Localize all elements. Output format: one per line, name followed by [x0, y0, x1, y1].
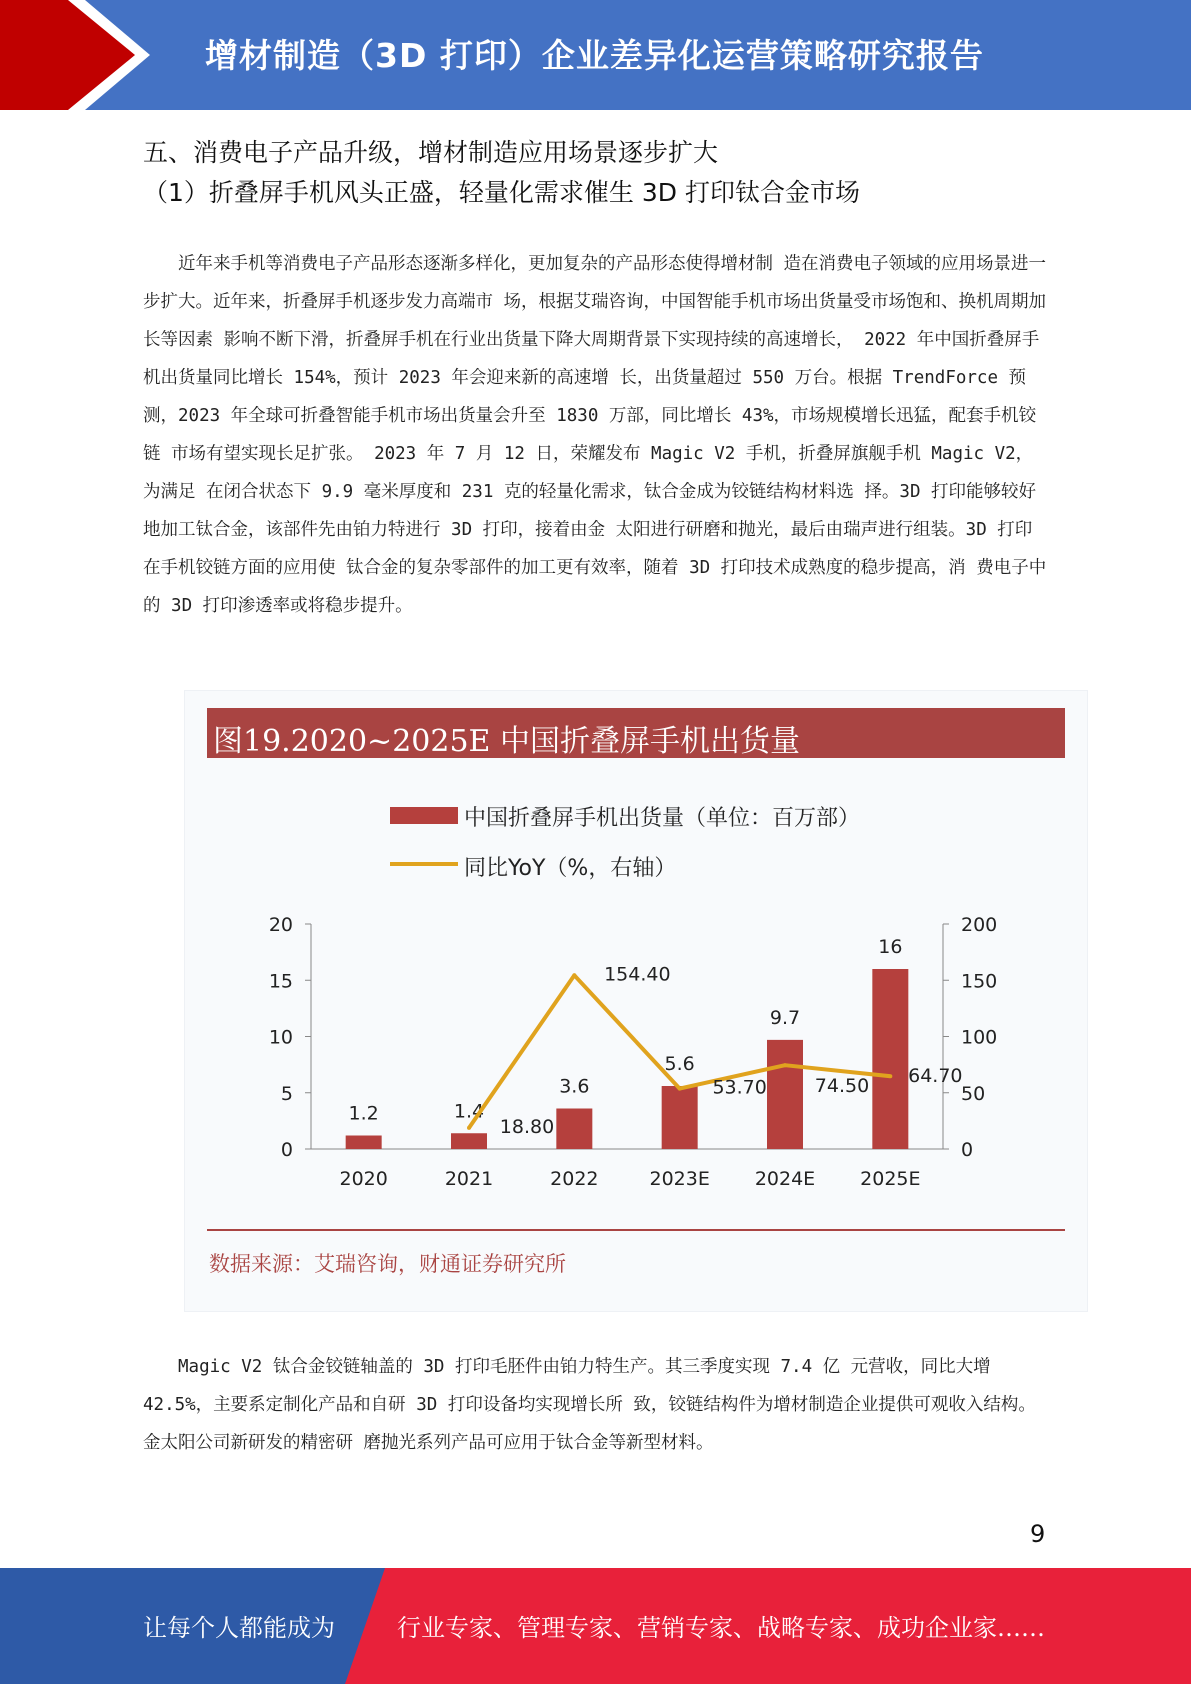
- figure-19: [184, 690, 1088, 1312]
- bar-2023E: [662, 1086, 698, 1149]
- yoy-point: [467, 1126, 471, 1130]
- y-tick-label-left: 10: [268, 1026, 293, 1049]
- yoy-value-label: 74.50: [814, 1075, 870, 1098]
- y-tick-label-right: 150: [961, 970, 998, 993]
- figure-title: 图19.2020~2025E 中国折叠屏手机出货量: [213, 724, 800, 759]
- yoy-point: [678, 1087, 682, 1091]
- yoy-point: [572, 973, 576, 977]
- section-heading: 五、消费电子产品升级，增材制造应用场景逐步扩大: [143, 138, 719, 167]
- yoy-point: [783, 1063, 787, 1067]
- page-number: 9: [1030, 1520, 1046, 1548]
- x-tick-label: 2023E: [649, 1168, 710, 1190]
- x-tick-label: 2025E: [860, 1168, 921, 1190]
- body-paragraph-2: Magic V2 钛合金铰链轴盖的 3D 打印毛胚件由铂力特生产。其三季度实现 7.4 亿 元营收，同比大增 42.5%，主要系定制化产品和自研 3D 打印设备均实现增长所 致，铰链结构件为增材制造企业提供可观收入结构。金太阳公司新研发的精密研 磨抛光系列产品可应用于钛合金等新型材料。: [143, 1357, 1036, 1453]
- y-tick-label-left: 0: [280, 1139, 293, 1161]
- bar-2020: [346, 1136, 382, 1150]
- bar-2024E: [767, 1040, 803, 1149]
- section-subheading: （1）折叠屏手机风头正盛，轻量化需求催生 3D 打印钛合金市场: [143, 178, 860, 207]
- y-tick-label-left: 5: [280, 1082, 293, 1105]
- bar-value-label: 16: [878, 936, 903, 958]
- figure-source: 数据来源：艾瑞咨询，财通证券研究所: [209, 1252, 566, 1276]
- bar-2021: [451, 1133, 487, 1149]
- x-tick-label: 2020: [339, 1168, 388, 1190]
- shipment-chart: [185, 691, 1087, 1221]
- x-tick-label: 2021: [444, 1168, 494, 1190]
- header-chevron-icon: [0, 0, 160, 110]
- bar-value-label: 1.2: [348, 1102, 379, 1125]
- bar-value-label: 9.7: [769, 1006, 801, 1029]
- header-band: [0, 0, 1191, 110]
- footer-slogan-right: 行业专家、管理专家、营销专家、战略专家、成功企业家……: [397, 1614, 1045, 1642]
- yoy-value-label: 53.70: [712, 1076, 767, 1099]
- figure-divider: [207, 1229, 1065, 1231]
- y-tick-label-right: 100: [961, 1026, 998, 1049]
- x-tick-label: 2024E: [754, 1168, 816, 1190]
- yoy-value-label: 18.80: [499, 1115, 555, 1138]
- footer-band: [0, 1568, 1191, 1684]
- legend-line-label: 同比YoY（%，右轴）: [464, 856, 677, 881]
- x-tick-label: 2022: [550, 1168, 599, 1190]
- body-paragraph-1: 近年来手机等消费电子产品形态逐渐多样化，更加复杂的产品形态使得增材制 造在消费电子领域的应用场景进一步扩大。近年来，折叠屏手机逐步发力高端市 场，根据艾瑞咨询，中国智能手机市场出货量受市场饱和、换机周期加长等因素 影响不断下滑，折叠屏手机在行业出货量下降大周期背景下实现持续的高速增长， 2022 年中国折叠屏手机出货量同比增长 154%，预计 2023 年会迎来新的高速增 长，出货量超过 550 万台。根据 TrendForce 预测，2023 年全球可折叠智能手机市场出货量会升至 1830 万部，同比增长 43%，市场规模增长迅猛，配套手机铰链 市场有望实现长足扩张。 2023 年 7 月 12 日，荣耀发布 Magic V2 手机，折叠屏旗舰手机 Magic V2，为满足 在闭合状态下 9.9 毫米厚度和 231 克的轻量化需求，钛合金成为铰链结构材料选 择。3D 打印能够较好地加工钛合金，该部件先由铂力特进行 3D 打印，接着由金 太阳进行研磨和抛光，最后由瑞声进行组装。3D 打印在手机铰链方面的应用使 钛合金的复杂零部件的加工更有效率，随着 3D 打印技术成熟度的稳步提高，消 费电子中的 3D 打印渗透率或将稳步提升。: [143, 254, 1047, 616]
- footer-slogan-left: 让每个人都能成为: [143, 1614, 335, 1642]
- yoy-value-label: 64.70: [908, 1065, 963, 1088]
- bar-value-label: 3.6: [559, 1075, 590, 1098]
- bar-2025E: [872, 969, 908, 1149]
- bar-value-label: 1.4: [453, 1100, 485, 1123]
- yoy-point: [888, 1074, 892, 1078]
- bar-2022: [556, 1109, 592, 1150]
- y-tick-label-right: 200: [961, 914, 998, 936]
- bar-value-label: 5.6: [664, 1053, 695, 1075]
- y-tick-label-left: 15: [268, 970, 293, 993]
- y-tick-label-right: 50: [961, 1082, 986, 1105]
- y-tick-label-right: 0: [961, 1139, 974, 1161]
- yoy-value-label: 154.40: [604, 963, 671, 986]
- legend-bar-label: 中国折叠屏手机出货量（单位：百万部）: [464, 806, 861, 831]
- report-title: 增材制造（3D 打印）企业差异化运营策略研究报告: [205, 36, 984, 75]
- y-tick-label-left: 20: [268, 914, 293, 936]
